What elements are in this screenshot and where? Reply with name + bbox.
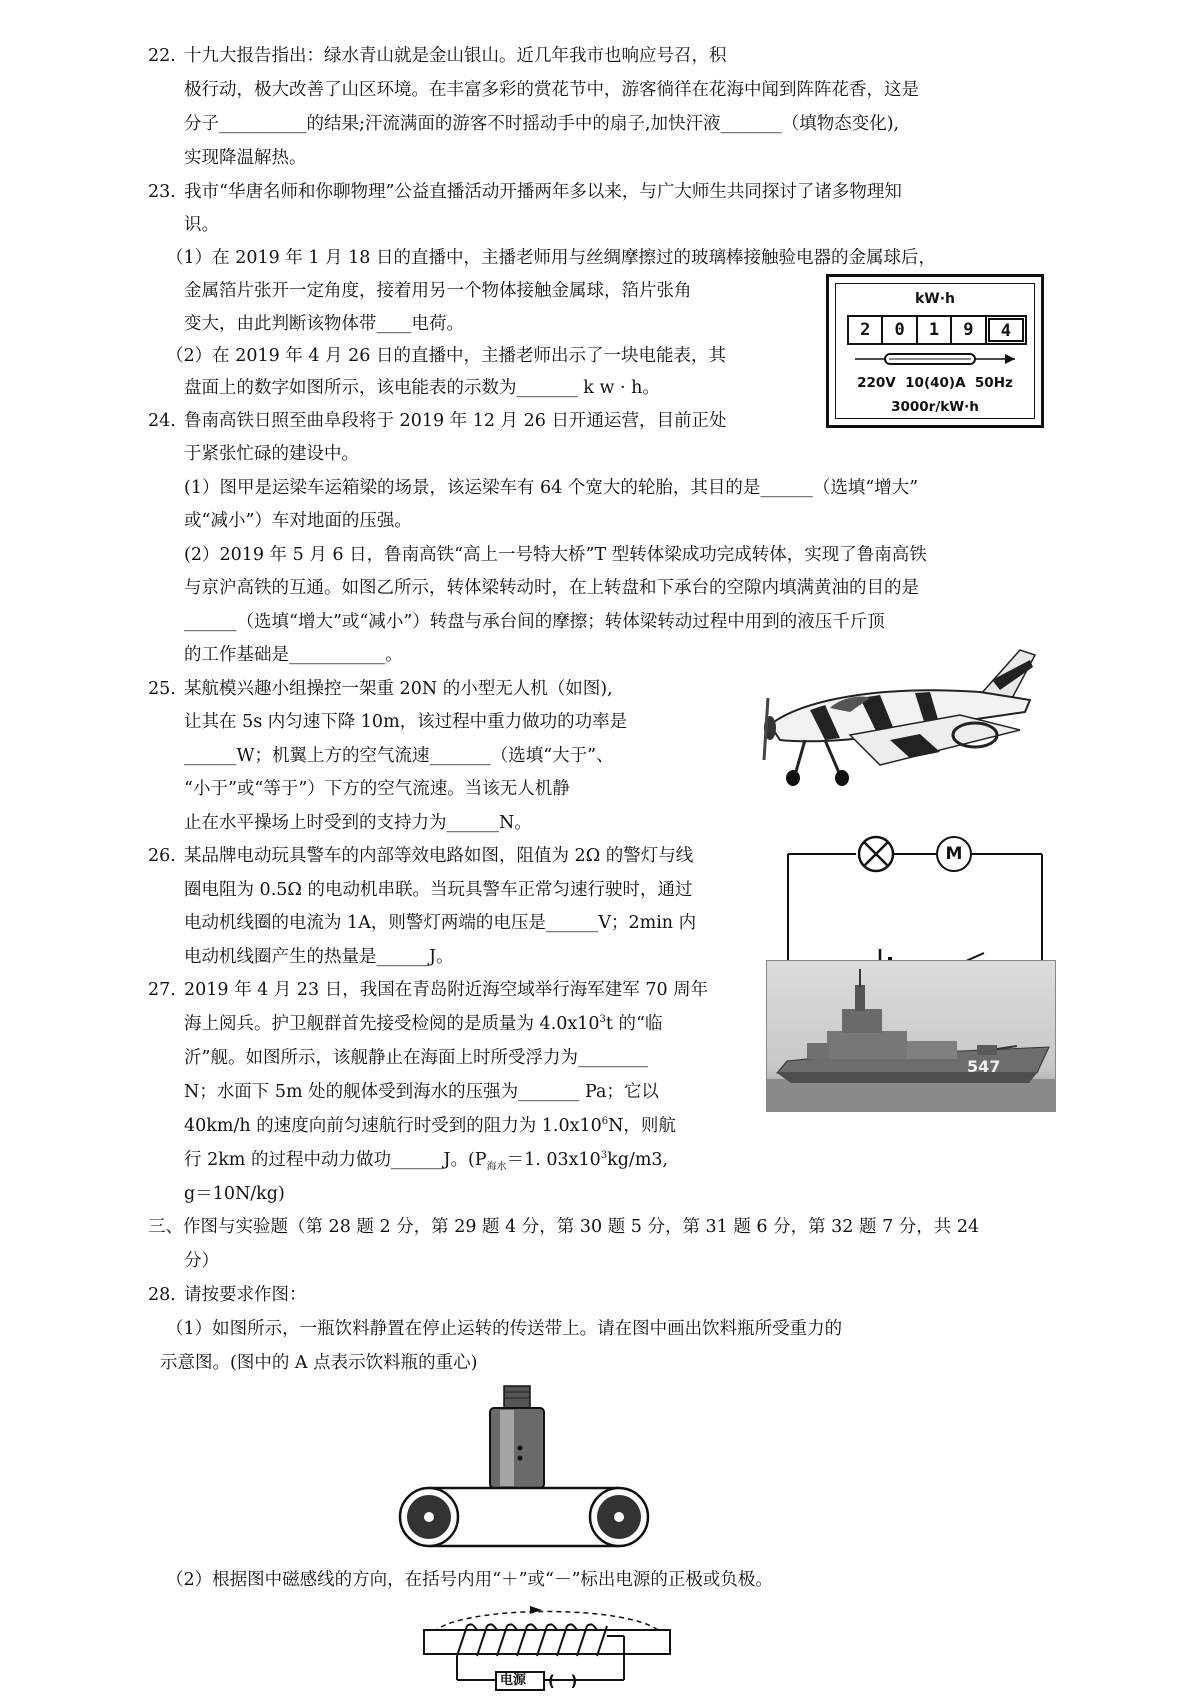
meter-spec: 220V 10(40)A 50Hz [857,375,1013,391]
meter-revolutions: 3000r/kW·h [891,399,979,415]
q26-line2: 圈电阻为 0.5Ω 的电动机串联。当玩具警车正常匀速行驶时，通过 [184,880,693,900]
q27-line1: 2019 年 4 月 23 日，我国在青岛附近海空域举行海军建军 70 周年 [184,980,709,1000]
q28-part1-line1: （1）如图所示，一瓶饮料静置在停止运转的传送带上。请在图中画出饮料瓶所受重力的 [166,1319,843,1339]
q22-line3: 分子__________的结果;汗流满面的游客不时摇动手中的扇子,加快汗液_______（填物态变化), [184,114,900,134]
q25-line2: 让其在 5s 内匀速下降 10m，该过程中重力做功的功率是 [184,712,628,732]
q23-part1-line1: （1）在 2019 年 1 月 18 日的直播中，主播老师用与丝绸摩擦过的玻璃棒接触验电器的金属球后， [166,248,936,268]
q27-line6-subscript: 海水 [486,1161,507,1173]
q24-number: 24. [148,411,176,431]
solenoid-figure [412,1596,682,1696]
q23-number: 23. [148,182,176,202]
q24-line2: 于紧张忙碌的建设中。 [184,444,359,464]
q27-line2-text-end: t 的“临 [605,1014,663,1034]
q24-part1-line2: 或“减小”）车对地面的压强。 [184,511,412,531]
meter-unit-label: kW·h [914,291,956,307]
q22-number: 22. [148,46,176,66]
q22-line1: 十九大报告指出：绿水青山就是金山银山。近几年我市也响应号召，积 [184,46,727,66]
meter-digit: 1 [918,317,952,343]
q24-part2-line1: (2）2019 年 5 月 6 日，鲁南高铁“高上一号特大桥”T 型转体梁成功完成转体，实现了鲁南高铁 [184,545,927,565]
q25-number: 25. [148,679,176,699]
q26-line4: 电动机线圈产生的热量是______J。 [184,947,454,967]
meter-digit: 2 [849,317,883,343]
q27-line2-text: 海上阅兵。护卫舰群首先接受检阅的是质量为 4.0x10 [184,1014,600,1034]
q23-line1: 我市“华唐名师和你聊物理”公益直播活动开播两年多以来，与广大师生共同探讨了诸多物理知 [184,182,902,202]
q28-number: 28. [148,1285,176,1305]
q27-number: 27. [148,980,176,1000]
q24-part2-line4: 的工作基础是___________。 [184,645,403,665]
meter-digit: 0 [883,317,917,343]
motor-icon [936,836,972,872]
q26-line3: 电动机线圈的电流为 1A，则警灯两端的电压是______V；2min 内 [184,913,697,933]
q26-number: 26. [148,846,176,866]
q27-line5-exponent: 6 [601,1116,609,1128]
q27-line5-text: 40km/h 的速度向前匀速航行时受到的阻力为 1.0x10 [184,1116,602,1136]
meter-digit-decimal: 4 [988,318,1024,342]
warning-lamp-icon [856,834,896,874]
q23-part2-line1: （2）在 2019 年 4 月 26 日的直播中，主播老师出示了一块电能表，其 [166,346,726,366]
q27-line6-text-mid: ＝1. 03x10 [506,1150,601,1170]
q25-line4: “小于”或“等于”）下方的空气流速。当该无人机静 [184,779,570,799]
electric-meter-figure [826,274,1044,428]
q27-line3: 沂”舰。如图所示，该舰静止在海面上时所受浮力为________ [184,1048,648,1068]
q24-line1: 鲁南高铁日照至曲阜段将于 2019 年 12 月 26 日开通运营，目前正处 [184,411,727,431]
q24-part1-line1: (1）图甲是运梁车运箱梁的场景，该运梁车有 64 个宽大的轮胎，其目的是______（选填“增大” [184,478,919,498]
q24-part2-line2: 与京沪高铁的互通。如图乙所示，转体梁转动时，在上转盘和下承台的空隙内填满黄油的目的是 [184,578,919,598]
q27-line2-exponent: 3 [599,1014,606,1026]
q28-part2-line1: （2）根据图中磁感线的方向，在括号内用“＋”或“－”标出电源的正极或负极。 [166,1570,773,1590]
q27-line6-exponent: 3 [600,1150,608,1162]
q27-line6-text: 行 2km 的过程中动力做功______J。(P [184,1150,487,1170]
motor-label: M [945,844,963,864]
conveyor-belt-figure [394,1384,654,1554]
q28-part1-line2: 示意图。(图中的 A 点表示饮料瓶的重心) [160,1353,478,1373]
q26-line1: 某品牌电动玩具警车的内部等效电路如图，阻值为 2Ω 的警灯与线 [184,846,694,866]
q23-part2-line2: 盘面上的数字如图所示，该电能表的示数为_______ k w · h。 [184,378,660,398]
q25-line1: 某航模兴趣小组操控一架重 20N 的小型无人机（如图), [184,679,613,699]
q28-line1: 请按要求作图： [184,1285,307,1305]
section3-heading: 三、作图与实验题（第 28 题 2 分，第 29 题 4 分，第 30 题 5 分，第 31 题 6 分，第 32 题 7 分，共 24 [148,1217,980,1237]
q27-line5 [184,1114,676,1138]
section3-heading-cont: 分） [184,1251,219,1271]
meter-digits [847,315,1027,345]
q23-line2: 识。 [184,215,219,235]
meter-rotor-icon [855,349,1015,369]
hull-number: 547 [967,1057,1001,1076]
q27-line7: g＝10N/kg) [184,1184,285,1204]
q22-line4: 实现降温解热。 [184,148,307,168]
circuit-diagram [786,832,1046,980]
q27-line2 [184,1012,662,1036]
power-source-label: 电源 [500,1673,527,1688]
q25-line5: 止在水平操场上时受到的支持力为______N。 [184,813,532,833]
q25-line3: ______W；机翼上方的空气流速_______（选填“大于”、 [184,746,614,766]
q27-line5-text-end: N，则航 [608,1116,676,1136]
q27-line6-text-end: kg/m3, [607,1150,669,1170]
q24-part2-line3: ______（选填“增大”或“减小”）转盘与承台间的摩擦；转体梁转动过程中用到的液压千斤顶 [184,612,885,632]
q22-line2: 极行动，极大改善了山区环境。在丰富多彩的赏花节中，游客徜徉在花海中闻到阵阵花香，这是 [184,80,919,100]
warship-photo [766,960,1056,1112]
q27-line4: N；水面下 5m 处的舰体受到海水的压强为_______ Pa；它以 [184,1082,659,1102]
polarity-bracket: ( ) [548,1672,578,1690]
q23-part1-line3: 变大，由此判断该物体带____电荷。 [184,314,464,334]
q23-part1-line2: 金属箔片张开一定角度，接着用另一个物体接触金属球，箔片张角 [184,281,692,301]
drone-airplane-figure [730,640,1070,790]
q27-line6 [184,1148,668,1172]
meter-digit: 9 [952,317,986,343]
